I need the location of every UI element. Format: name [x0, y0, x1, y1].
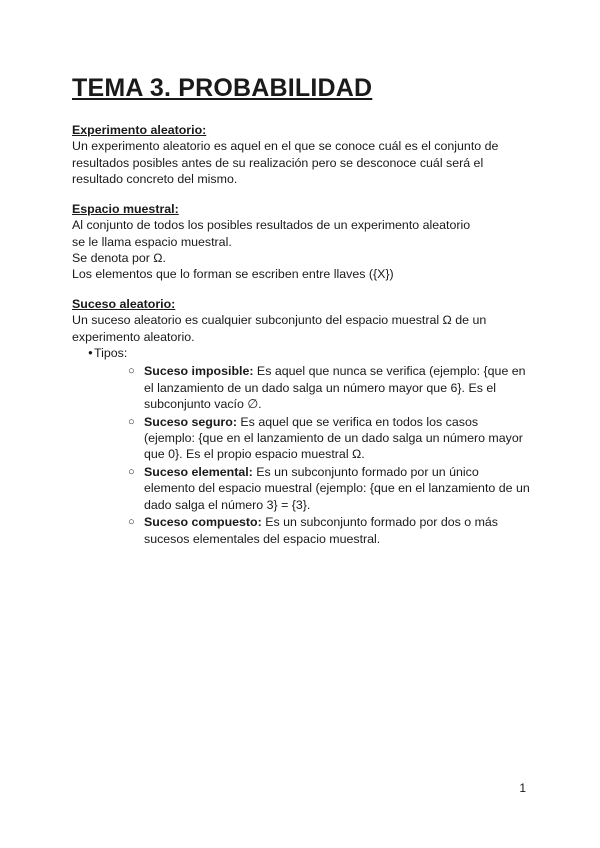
section-espacio — [72, 201, 532, 282]
text-espacio-line1: Al conjunto de todos los posibles resultados de un experimento aleatorio — [72, 218, 471, 233]
item-text: Es aquel que se verifica en todos los casos (ejemplo: {que en el lanzamiento de un dado salga un número mayor que 0}. Es el propio espacio muestral Ω. — [144, 414, 523, 462]
page-title: TEMA 3. PROBABILIDAD — [72, 74, 373, 102]
circle-bullet-icon: ○ — [128, 415, 135, 428]
heading-suceso: Suceso aleatorio: — [72, 297, 176, 311]
item-term: Suceso elemental: — [144, 465, 253, 480]
circle-bullet-icon: ○ — [128, 516, 135, 529]
section-experimento — [72, 122, 532, 187]
item-text: Es un subconjunto formado por dos o más sucesos elementales del espacio muestral. — [144, 515, 498, 546]
text-experimento: Un experimento aleatorio es aquel en el que se conoce cuál es el conjunto de resultados posibles antes de su realización pero se desconoce cuál será el resultado concreto del mismo. — [72, 139, 499, 186]
item-text: Es aquel que nunca se verifica (ejemplo: {que en el lanzamiento de un dado salga un número mayor que 6}. Es el subconjunto vacío ∅. — [144, 364, 526, 411]
tipos-label: Tipos: — [94, 346, 128, 360]
circle-bullet-icon: ○ — [128, 365, 135, 378]
item-term: Suceso seguro: — [144, 414, 237, 429]
item-text: Es un subconjunto formado por un único elemento del espacio muestral (ejemplo: {que en el lanzamiento de un dado salga el número 3} = {3}. — [144, 465, 530, 512]
list-item-tipos — [72, 345, 532, 361]
list-item — [72, 464, 532, 513]
text-suceso: Un suceso aleatorio es cualquier subconjunto del espacio muestral Ω de un experimento aleatorio. — [72, 313, 487, 344]
item-term: Suceso imposible: — [144, 364, 254, 379]
text-espacio-line4: Los elementos que lo forman se escriben entre llaves ({X}) — [72, 267, 394, 282]
heading-experimento: Experimento aleatorio: — [72, 123, 207, 137]
sub-list — [72, 363, 532, 547]
list-item — [72, 414, 532, 463]
section-suceso — [72, 296, 532, 345]
page-number: 1 — [519, 781, 526, 795]
text-espacio-line3: Se denota por Ω. — [72, 250, 166, 265]
item-term: Suceso compuesto: — [144, 515, 262, 530]
text-espacio-line2: se le llama espacio muestral. — [72, 234, 232, 249]
list-item — [72, 514, 532, 547]
heading-espacio: Espacio muestral: — [72, 202, 179, 216]
tipos-list — [72, 345, 532, 549]
circle-bullet-icon: ○ — [128, 466, 135, 479]
bullet-icon: ● — [88, 348, 93, 357]
list-item — [72, 363, 532, 412]
